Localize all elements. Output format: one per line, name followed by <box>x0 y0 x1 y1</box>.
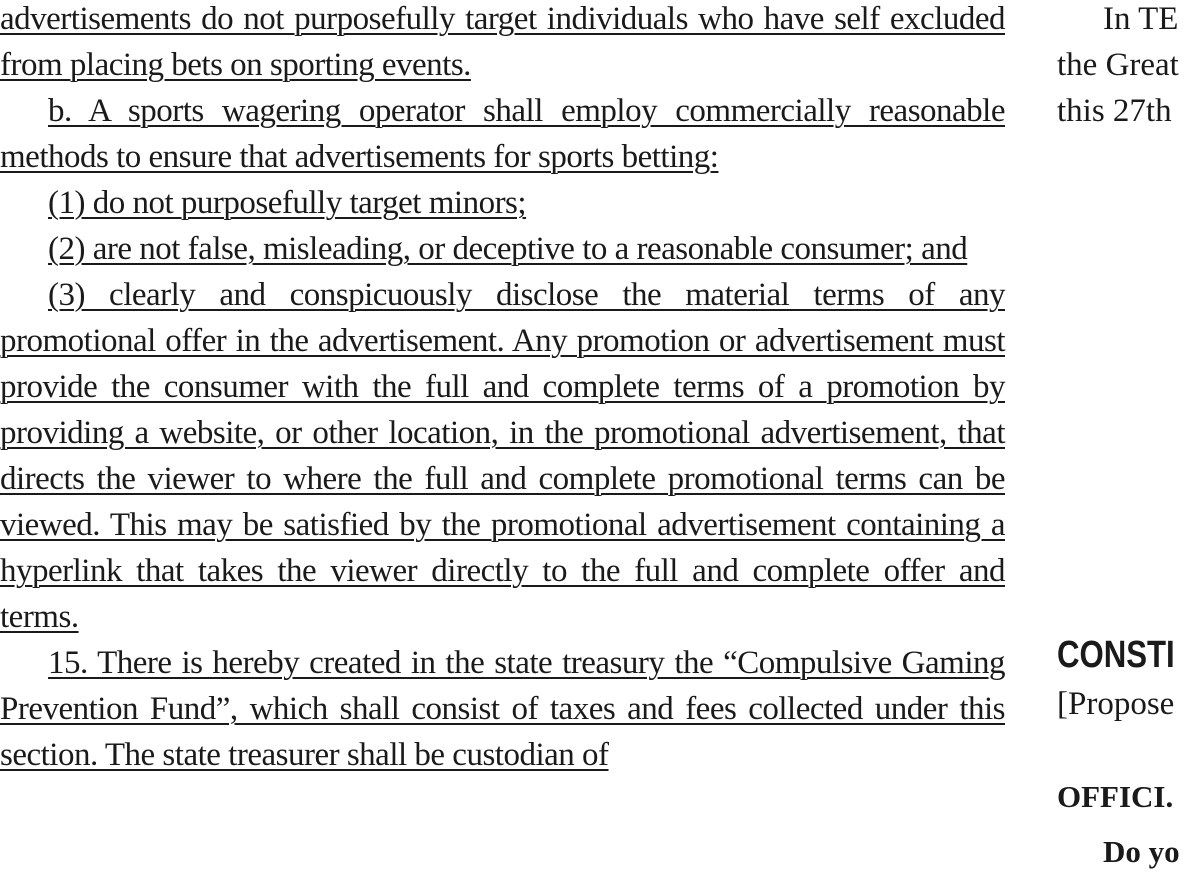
bill-paragraph-item-3: (3) clearly and conspicuously disclose the material terms of any promotional offer in the advertisement. Any promotion or advertisement must provide the consumer with the full and complete terms of a promotion by providing a website, or other location, in the promotional advertisement, that directs the viewer to where the full and complete promotional terms can be viewed. This may be satisfied by the promotional advertisement containing a hyperlink that takes the viewer directly to the full and complete offer and terms. <box>0 277 1005 635</box>
intro-line-3: this 27th <box>1057 93 1172 129</box>
bill-paragraph-section-15: 15. There is hereby created in the state treasury the “Compulsive Gaming Prevention Fund”, which shall consist of taxes and fees collected under this section. The state treasurer shall be custodian of <box>0 645 1005 773</box>
bill-paragraph-subsection-b: b. A sports wagering operator shall employ commercially reasonable methods to ensure that advertisements for sports betting: <box>0 93 1005 175</box>
intro-line-2: the Great <box>1057 47 1179 83</box>
adjacent-page-column <box>1057 0 1190 876</box>
intro-line-1: In TE <box>1103 1 1179 37</box>
section-heading: CONSTI <box>1057 634 1175 676</box>
official-title-label: OFFICI. <box>1057 779 1174 814</box>
ballot-question-text: Do yo <box>1103 834 1180 869</box>
bill-paragraph-item-1: (1) do not purposefully target minors; <box>48 185 527 221</box>
proposed-label: [Propose <box>1057 686 1175 722</box>
bill-paragraph-advertisements-self-excluded: advertisements do not purposefully target individuals who have self excluded from placing bets on sporting events. <box>0 1 1005 83</box>
bill-paragraph-item-2: (2) are not false, misleading, or deceptive to a reasonable consumer; and <box>48 231 968 267</box>
